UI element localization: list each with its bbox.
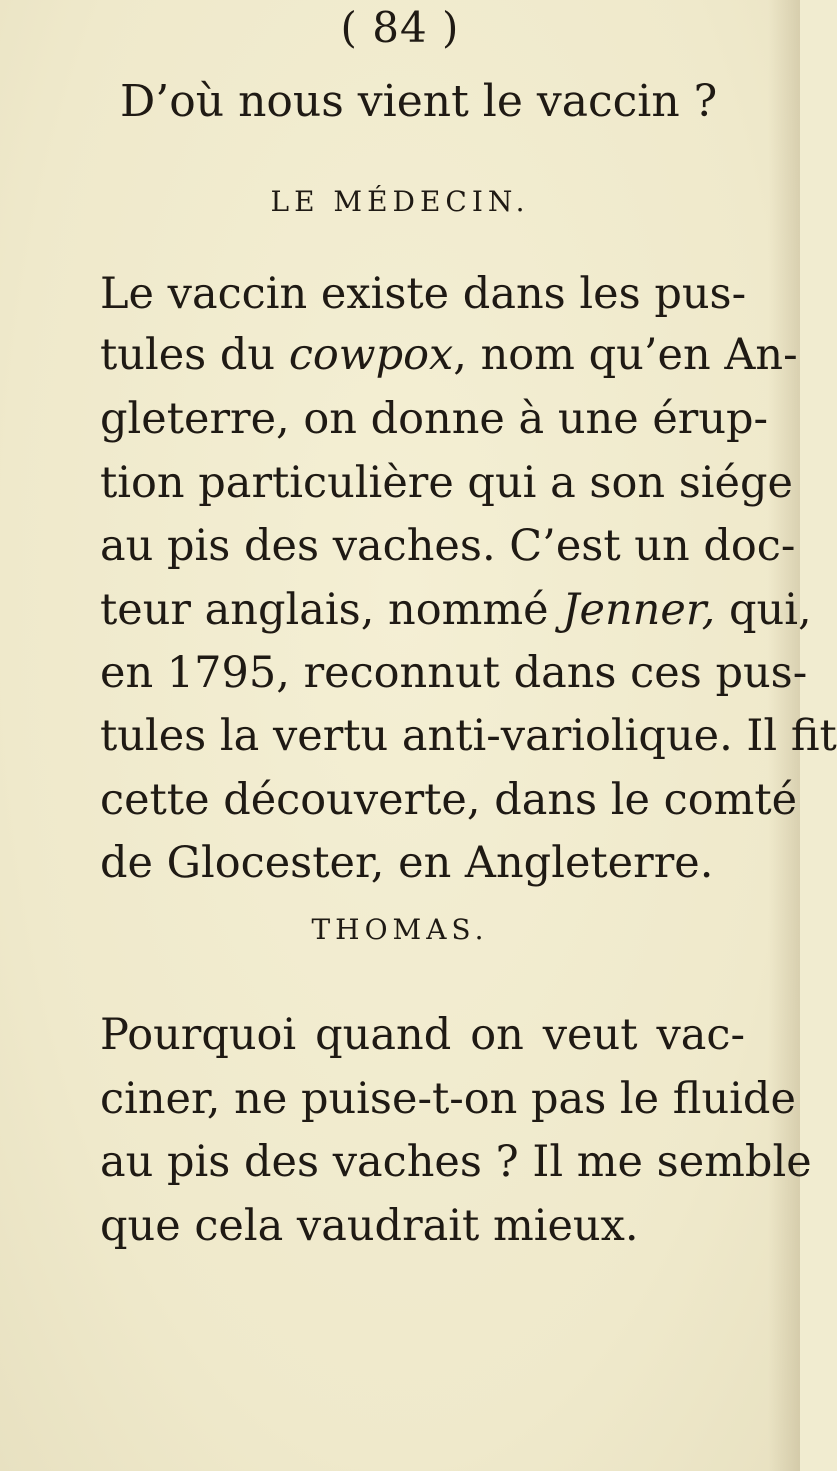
text-line: Le vaccin existe dans les pus- [100, 269, 747, 319]
text-line: gleterre, on donne à une érup- [100, 394, 769, 444]
text-line: au pis des vaches ? Il me semble [100, 1137, 812, 1187]
text-line [100, 582, 812, 638]
text-line: tules la vertu anti-variolique. Il fit [100, 711, 837, 761]
text-span: tules du [100, 330, 276, 380]
text-line: de Glocester, en Angleterre. [100, 838, 714, 888]
page-number: ( 84 ) [340, 3, 460, 52]
italic-name-jenner: Jenner, [562, 585, 716, 635]
speaker-label-thomas: THOMAS. [311, 913, 489, 946]
text-line: en 1795, reconnut dans ces pus- [100, 648, 808, 698]
text-span: teur anglais, nommé [100, 585, 549, 635]
text-line: Pourquoi quand on veut vac- [100, 1010, 745, 1060]
text-line: ciner, ne puise-t-on pas le fluide [100, 1074, 796, 1124]
text-span: qui, [729, 585, 812, 635]
text-line: tion particulière qui a son siége [100, 458, 793, 508]
text-line: au pis des vaches. C’est un doc- [100, 521, 796, 571]
text-span: , nom qu’en An- [453, 330, 798, 380]
text-line: que cela vaudrait mieux. [100, 1201, 639, 1251]
text-line [100, 327, 798, 383]
italic-term-cowpox: cowpox [288, 330, 454, 380]
text-line: cette découverte, dans le comté [100, 775, 798, 825]
speaker-label-medecin: LE MÉDECIN. [270, 185, 530, 218]
chapter-question-heading: D’où nous vient le vaccin ? [120, 76, 718, 127]
